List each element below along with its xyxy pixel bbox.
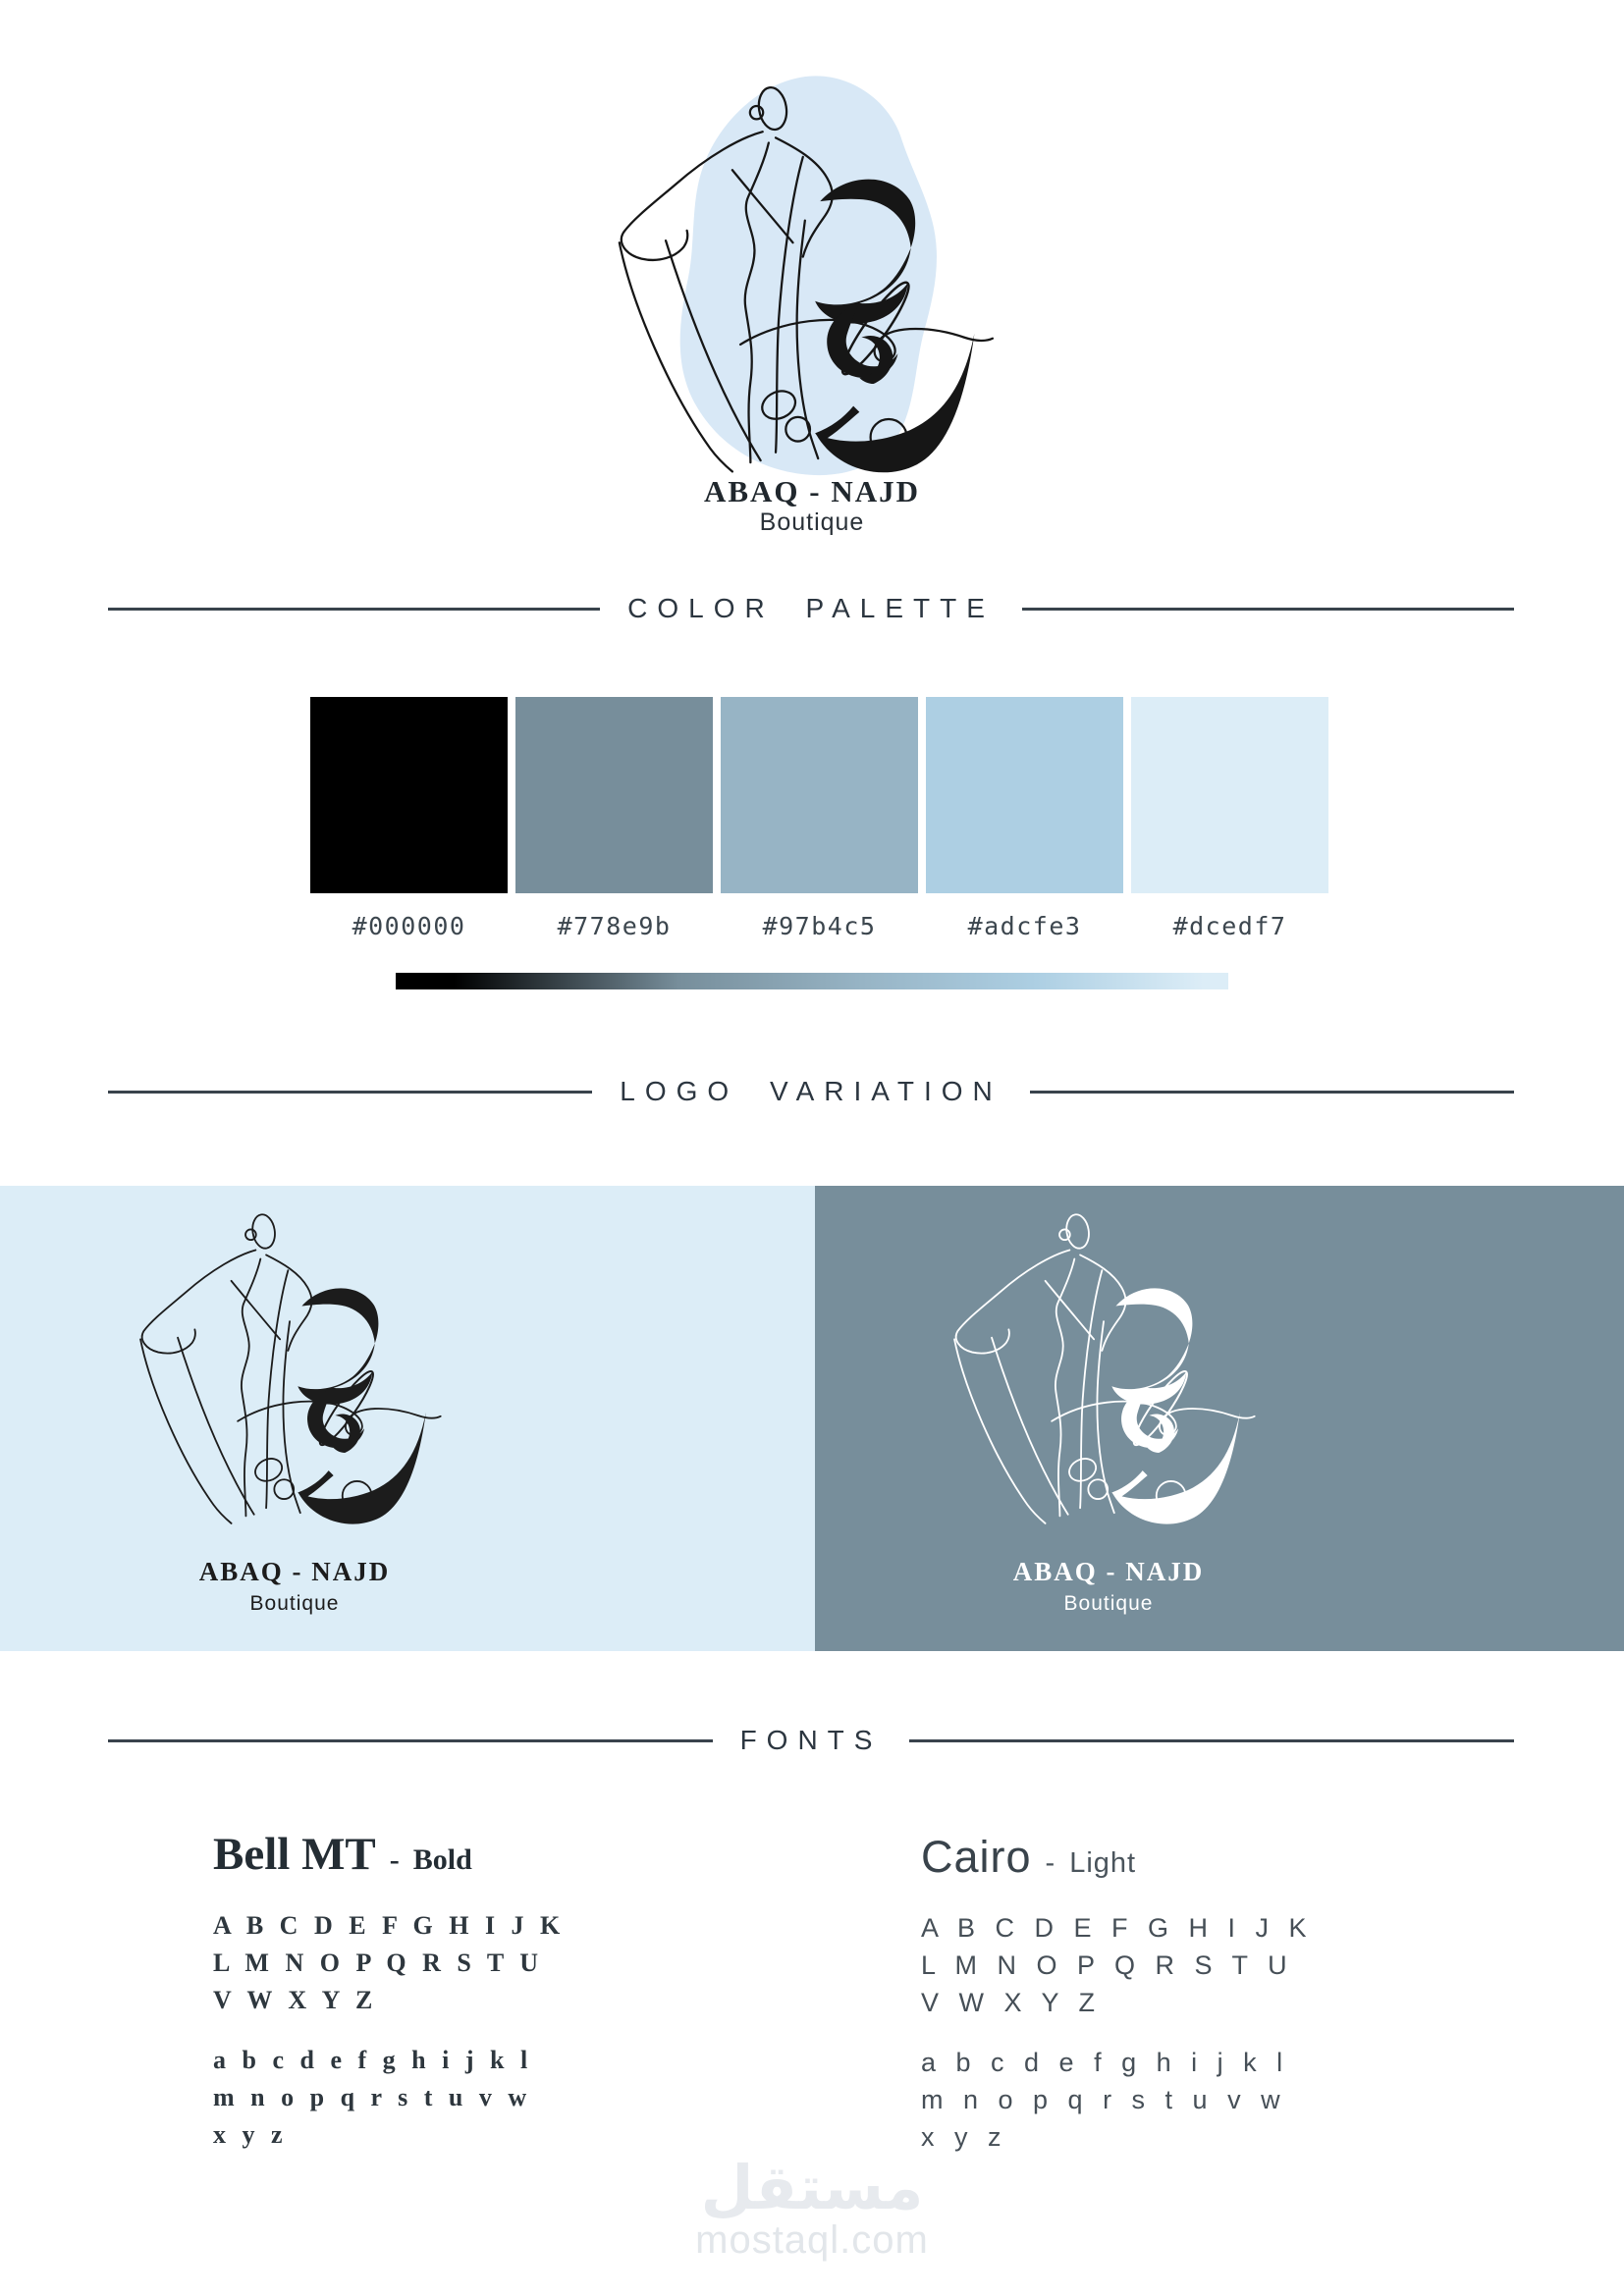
- swatch-hex-label: #778e9b: [557, 912, 672, 940]
- brand-name: ABAQ - NAJD: [198, 1557, 391, 1586]
- brand-tagline: Boutique: [1063, 1592, 1154, 1615]
- lowercase-sample: [921, 2044, 1471, 2156]
- arabic-ain-calligraphy: [298, 1288, 426, 1523]
- font-title: [921, 1832, 1471, 1883]
- swatch-hex-label: #97b4c5: [762, 912, 877, 940]
- font-title-separator: -: [389, 1843, 400, 1876]
- sample-line: A B C D E F G H I J K: [213, 1911, 562, 1940]
- font-weight-name: Light: [1069, 1847, 1137, 1879]
- uppercase-sample: [213, 1907, 763, 2019]
- font-weight-name: Bold: [412, 1843, 472, 1876]
- sample-line: L M N O P Q R S T U: [213, 1949, 540, 1977]
- swatch-hex-label: #adcfe3: [967, 912, 1082, 940]
- brand-tagline: Boutique: [249, 1592, 340, 1615]
- font-family-name: Cairo: [921, 1832, 1032, 1882]
- logo-on-light: [116, 1192, 473, 1616]
- swatch-hex-label: #dcedf7: [1172, 912, 1287, 940]
- sample-line: x y z: [921, 2122, 1003, 2152]
- mostaql-watermark-arabic: مستقل: [700, 2152, 924, 2223]
- primary-logo-artwork: [589, 59, 1033, 523]
- logo-artwork-white: [930, 1192, 1287, 1565]
- mostaql-watermark-domain: mostaql.com: [695, 2218, 929, 2262]
- palette-gradient-bar: [396, 973, 1228, 989]
- logo-variation-panel-dark: [815, 1186, 1624, 1651]
- sample-line: A B C D E F G H I J K: [921, 1913, 1309, 1943]
- font-title: [213, 1828, 763, 1881]
- brand-tagline: Boutique: [759, 508, 865, 536]
- palette-swatch: [721, 697, 918, 893]
- sample-line: L M N O P Q R S T U: [921, 1950, 1289, 1980]
- sample-line: V W X Y Z: [921, 1988, 1098, 2017]
- sample-line: m n o p q r s t u v w: [921, 2085, 1282, 2114]
- font-specimen-cairo: [921, 1832, 1471, 2156]
- font-specimen-bell-mt: [213, 1828, 763, 2154]
- palette-swatch: [926, 697, 1123, 893]
- color-palette-divider: [108, 592, 1514, 625]
- logo-variation-divider: [108, 1075, 1514, 1108]
- sample-line: V W X Y Z: [213, 1986, 374, 2014]
- palette-swatch: [515, 697, 713, 893]
- fonts-divider: [108, 1724, 1514, 1757]
- swatch-hex-label: #000000: [352, 912, 466, 940]
- sample-line: m n o p q r s t u v w: [213, 2083, 528, 2111]
- palette-swatch-row: [310, 697, 1328, 893]
- logo-variation-heading: LOGO VARIATION: [620, 1076, 1002, 1106]
- sample-line: a b c d e f g h i j k l: [213, 2046, 529, 2074]
- palette-hex-row: [310, 912, 1328, 940]
- brand-name: ABAQ - NAJD: [1012, 1557, 1205, 1586]
- logo-artwork-dark: [116, 1192, 473, 1565]
- brand-name: ABAQ - NAJD: [703, 474, 921, 508]
- font-title-separator: -: [1045, 1847, 1056, 1879]
- lowercase-sample: [213, 2042, 763, 2154]
- arabic-ain-calligraphy: [1111, 1288, 1240, 1523]
- sample-line: a b c d e f g h i j k l: [921, 2048, 1285, 2077]
- logo-variation-panel-light: [0, 1186, 815, 1651]
- palette-swatch: [1131, 697, 1328, 893]
- logo-on-dark: [930, 1192, 1287, 1616]
- palette-swatch: [310, 697, 508, 893]
- font-family-name: Bell MT: [213, 1829, 376, 1880]
- sample-line: x y z: [213, 2120, 284, 2149]
- color-palette-heading: COLOR PALETTE: [627, 593, 995, 623]
- fonts-heading: FONTS: [739, 1725, 883, 1755]
- uppercase-sample: [921, 1909, 1471, 2021]
